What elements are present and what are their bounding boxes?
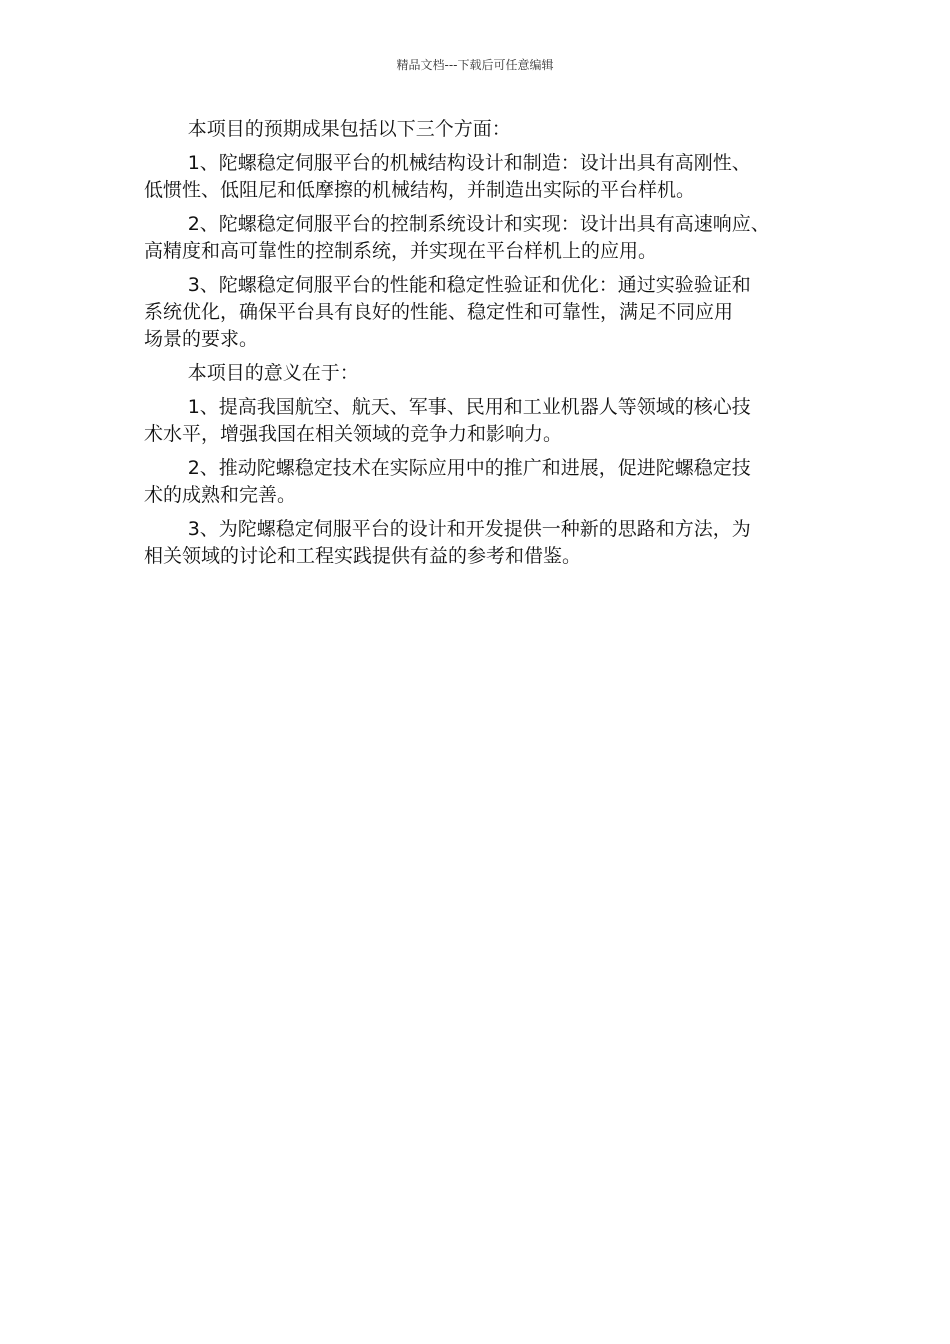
paragraph-result-1: [144, 150, 816, 204]
text-line: 1、提高我国航空、航天、军事、民用和工业机器人等领域的核心技: [187, 396, 751, 418]
text-line: 场景的要求。: [144, 328, 259, 350]
document-body: [144, 116, 816, 577]
text-line: 3、陀螺稳定伺服平台的性能和稳定性验证和优化：通过实验验证和: [187, 274, 751, 296]
paragraph-result-3: [144, 272, 816, 353]
text-line: 2、推动陀螺稳定技术在实际应用中的推广和进展，促进陀螺稳定技: [187, 457, 751, 479]
text-line: 2、陀螺稳定伺服平台的控制系统设计和实现：设计出具有高速响应、: [187, 213, 770, 235]
paragraph-significance-3: [144, 516, 816, 570]
text-line: 低惯性、低阻尼和低摩擦的机械结构，并制造出实际的平台样机。: [144, 179, 696, 201]
text-line: 系统优化，确保平台具有良好的性能、稳定性和可靠性，满足不同应用: [144, 301, 734, 323]
text-line: 术的成熟和完善。: [144, 484, 297, 506]
text-line: 1、陀螺稳定伺服平台的机械结构设计和制造：设计出具有高刚性、: [187, 152, 751, 174]
text-line: 3、为陀螺稳定伺服平台的设计和开发提供一种新的思路和方法，为: [187, 518, 751, 540]
paragraph-result-2: [144, 211, 816, 265]
text-line: 相关领域的讨论和工程实践提供有益的参考和借鉴。: [144, 545, 582, 567]
paragraph-significance-1: [144, 394, 816, 448]
paragraph-expected-results-intro: [144, 116, 816, 143]
text-line: 术水平，增强我国在相关领域的竞争力和影响力。: [144, 423, 563, 445]
text-line: 高精度和高可靠性的控制系统，并实现在平台样机上的应用。: [144, 240, 658, 262]
text-line: 本项目的预期成果包括以下三个方面：: [187, 118, 511, 140]
paragraph-significance-intro: [144, 360, 816, 387]
paragraph-significance-2: [144, 455, 816, 509]
page-header: 精品文档---下载后可任意编辑: [396, 58, 554, 72]
text-line: 本项目的意义在于：: [187, 362, 359, 384]
